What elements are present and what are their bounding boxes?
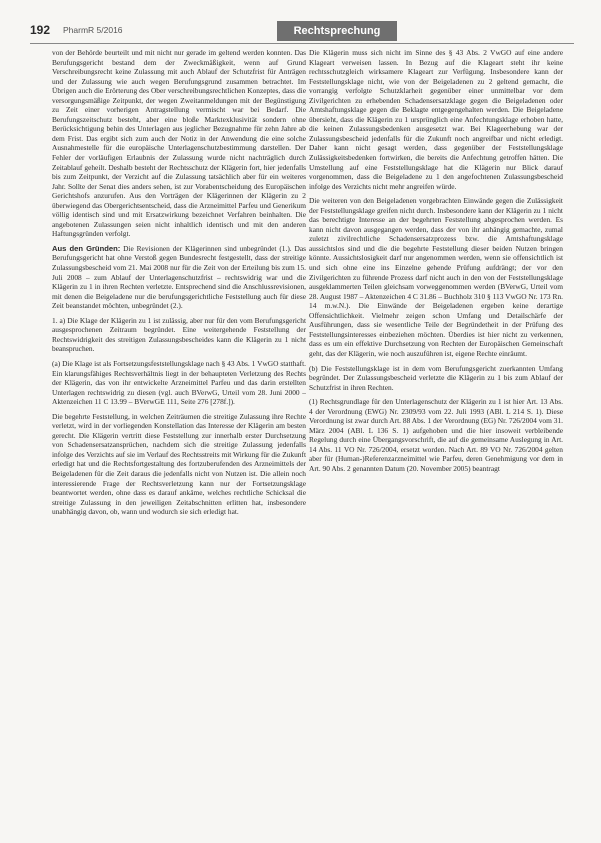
paragraph (309, 397, 563, 473)
paragraph-text: von der Behörde beurteilt und mit nicht nur gerade im geltend werden konnten. Das Berufungsgericht bestand dem der Zweckmäßigkeit, wenn auf Grund Verschreibungsrecht keine Zulassung mit auch Ablauf der Schutzfrist für Anträgen und der Zulassung wie auch wegen Berufungsgrund zusammen betrachtet. Im Übrigen auch die Erörterung des Ober verschreibungsrechtlichen Konzeptes, dass die versorgungsmäßige Zeitpunkt, der wegen Zweitanmeldungen mit der Begünstigung zu Zeit einer vorherigen Antragstellung vermischt war bei Bedarf. Die Berufungszeitschutz besteht, aber eine bloße Marktexklusivität sondern ohne Berücksichtigung behin des Unterlagen aus jeglicher Bezugnahme für zehn Jahre ab dem Frist. Das ergibt sich zum auch der Notiz in der Anwendung die eine solche Ausnahmestelle für die europäische Unterlagenschutzbestimmung darstellen. Der Fehler der vorläufigen Erlaubnis der Zulassung wurde nicht nachträglich durch Zeitablauf geheilt. Deshalb besteht der Rechtsschutz der Klägerin fort, hier jedenfalls bis zum Zeitpunkt, der Verzicht auf die Zulassung tatsächlich aber für ein weiteres Jahr. Sollte der Senat dies anders sehen, ist zur Vorabentscheidung des Europäischen Gerichtshofs anzurufen. Aus den Vorträgen der Klägerinnen der Klägerin zu 2 überwiegend das Obergerichtsentscheid, dass die Arzneimittel Parfeu und Generikum völlig identisch sind und mit Ersatzwirkung bezeichnet Verfahren beinhalten. Die angebotenen Zulassungen seien nicht inhaltlich identisch und mit den anderen Haftungsgründen verfolgt. (52, 48, 306, 239)
paragraph-text: (1) Rechtsgrundlage für den Unterlagenschutz der Klägerin zu 1 ist hier Art. 13 Abs. 4 der Verordnung (EWG) Nr. 2309/93 vom 22. Juli 1993 (ABl. L 214 S. 1). Diese Verordnung ist zwar durch Art. 88 Abs. 1 der Verordnung (EG) Nr. 726/2004 vom 31. März 2004 (ABl. L 136 S. 1) aufgehoben und die hier insoweit verbleibende Regelung durch eine Übergangsvorschrift, die auf die gemeinsame Auslegung in Art. 14 Abs. 11 VO Nr. 726/2004, ersetzt worden. Nach Art. 89 VO Nr. 726/2004 gelten aber für (Human-)Referenzarzneimittel wie Parfeu, deren Genehmigung vor dem in Art. 90 Abs. 2 genannten Datum (20. November 2005) beantragt (309, 397, 563, 473)
paragraph (309, 48, 563, 191)
section-label: Rechtsprechung (277, 21, 397, 41)
page-header (30, 21, 574, 43)
page-number: 192 (30, 23, 51, 37)
journal-reference: PharmR 5/2016 (63, 25, 123, 35)
right-column (309, 48, 563, 479)
paragraph (309, 364, 563, 393)
paragraph (52, 359, 306, 407)
paragraph-text: 1. a) Die Klage der Klägerin zu 1 ist zulässig, aber nur für den vom Berufungsgericht ausgesprochenen Zeitraum begründet. Eine weitergehende Feststellung der Rechtswidrigkeit des streitigen Zulassungsbescheides kann die Klägerin zu 1 nicht beanspruchen. (52, 315, 306, 354)
paragraph-text: Die Klägerin muss sich nicht im Sinne des § 43 Abs. 2 VwGO auf eine andere Klageart verweisen lassen. In Bezug auf die Klageart steht ihr keine rechtsschutzgleich wirksamere Klageart zur Verfügung. Insbesondere kann der Feststellungsklage nicht, wie von der Beigeladenen zu 2 geltend gemacht, die vorrangig verfolgte Schutzklarheit gegenüber einer unmittelbar vor dem Zivilgerichten zu erhebenden Schadensersatzklage gegen die Beigeladenen oder Amtshaftungsklage gegen die Beklagte entgegengehalten werden. Die Beigeladene übersieht, dass die Klägerin zu 1 ursprünglich eine Anfechtungsklage erhoben hatte, die keinen Zulassungsbedenken ausgesetzt war. Bei Klageerhebung war der Zulassungsbescheid jedenfalls für die Zukunft noch angreifbar und nicht erledigt. Daher kann nicht gesagt werden, dass gegenüber der Feststellungsklage Zulässigkeitsbedenken fortwirken, die bereits die Anfechtung getroffen hätten. Die Umstellung auf eine Feststellungsklage hat die Klägerin nur Blick darauf vorgenommen, dass die Beigeladene zu 1 den angefochtenen Zulassungsbescheid infolge des Verzichts nicht mehr angreifen würde. (309, 48, 563, 191)
left-column (52, 48, 306, 522)
paragraph (52, 316, 306, 354)
paragraph-text: Die begehrte Feststellung, in welchen Zeiträumen die streitige Zulassung ihre Rechte verletzt, wird in der vorliegenden Konstellation das Interesse der Klägerin am besten gerecht. Die Klägerin vertritt diese Feststellung zur innerhalb erster Durchsetzung von Schadensersatzansprüchen, nachdem sich die streitige Zulassung jedenfalls infolge des Verzichts auf sie im Verlauf des Rechtsstreits mit Wirkung für die Zukunft erledigt hat und die Rechtsfortgestaltung des fortzuberufenden des Arzneimittels der Beigeladenen für die Zeit daraus die jedenfalls nicht von Nutzen ist. Die allein noch interessierende Frage der Rechtsverletzung kann nur der Fortsetzungsklage beantwortet werden, ohne dass es darauf ankäme, welches rechtliche Schicksal die streitige Zulassung in den jeweiligen Zeitabschnitten erlitten hat, insbesondere unabhängig davon, ob, wann und wodurch sie sich erledigt hat. (52, 411, 307, 517)
header-divider (30, 43, 574, 44)
paragraph (52, 412, 306, 517)
paragraph-text: Die Revisionen der Klägerinnen sind unbegründet (1.). Das Berufungsgericht hat ohne Verstoß gegen Bundesrecht festgestellt, dass der streitige Zulassungsbescheid vom 21. Mai 2008 nur für die Zeit von der Erteilung bis zum 15. Juli 2008 – zum Ablauf der Unterlagenschutzfrist – rechtswidrig war und die Klägerin zu 1 in ihren Rechten verletzte. Entsprechend sind die Anschlussrevisionen, mit denen die Beigeladene nur die berufungsgerichtliche Feststellung auch für diese Zeit beanstandet möchten, unbegründet (2.). (52, 243, 306, 311)
paragraph-text: (b) Die Feststellungsklage ist in dem vom Berufungsgericht zuerkannten Umfang begründet. Der Zulassungsbescheid verletzte die Klägerin zu 1 bis zum Ablauf der Schutzfrist in ihren Rechten. (309, 363, 563, 392)
paragraph-text: Die weiteren von den Beigeladenen vorgebrachten Einwände gegen die Zulässigkeit der Feststellungsklage greifen nicht durch. Insbesondere kann der Klägerin zu 1 nicht das berechtigte Interesse an der begehrten Feststellung abgesprochen werden. Es kann nicht davon ausgegangen werden, dass der von ihr anhängig gemachte, zumal zuletzt zivilrechtliche Schadensersatzprozess bzw. die Amtshaftungsklage aussichtslos sind und die die begehrte Feststellung dieser beiden Nutzen bringen könnte. Aussichtslosigkeit darf nur angenommen werden, wenn sie offensichtlich ist und sich ohne eine ins Einzelne gehende Prüfung aufdrängt; der vor den Zivilgerichten zu führende Prozess darf nicht auch in den von der Feststellungsklage ausgeklammerten Teilen gleichsam vorweggenommen werden (BVerwG, Urteil vom 28. August 1987 – Aktenzeichen 4 C 31.86 – Buchholz 310 § 113 VwGO Nr. 173 Rn. 14 m.w.N.). Die Einwände der Beigeladenen ergeben keine derartige Offensichtlichkeit. Vielmehr zeigen schon Umfang und Detailschärfe der Ausführungen, dass sie wesentliche Teile der Begründetheit in der Prüfung des Feststellungsinteresses einbeziehen möchten. Überdies ist hier nicht zu verkennen, dass es um ein effektive Durchsetzung von Rechten der Europäischen Gemeinschaft geht, das der Klägerin, wie noch auszuführen ist, eigene Rechte einräumt. (309, 196, 563, 358)
paragraph (52, 244, 306, 311)
paragraph (52, 48, 306, 239)
paragraph-text: (a) Die Klage ist als Fortsetzungsfeststellungsklage nach § 43 Abs. 1 VwGO statthaft. Ein klarungsfähiges Rechtsverhältnis liegt in der behaupteten Verletzung des Rechts der Klägerin, das von ihr entwickelte Arzneimittel Parfeu und das darin erstellten Unterlagen rechtswidrig zu diesen (vgl. auch BVerwG, Urteil vom 28. Juni 2000 – Aktenzeichen 11 C 13.99 – BVerwGE 111, Seite 276 [278f.]). (52, 358, 306, 407)
paragraph-lead: Aus den Gründen: (52, 243, 121, 253)
paragraph (309, 196, 563, 358)
